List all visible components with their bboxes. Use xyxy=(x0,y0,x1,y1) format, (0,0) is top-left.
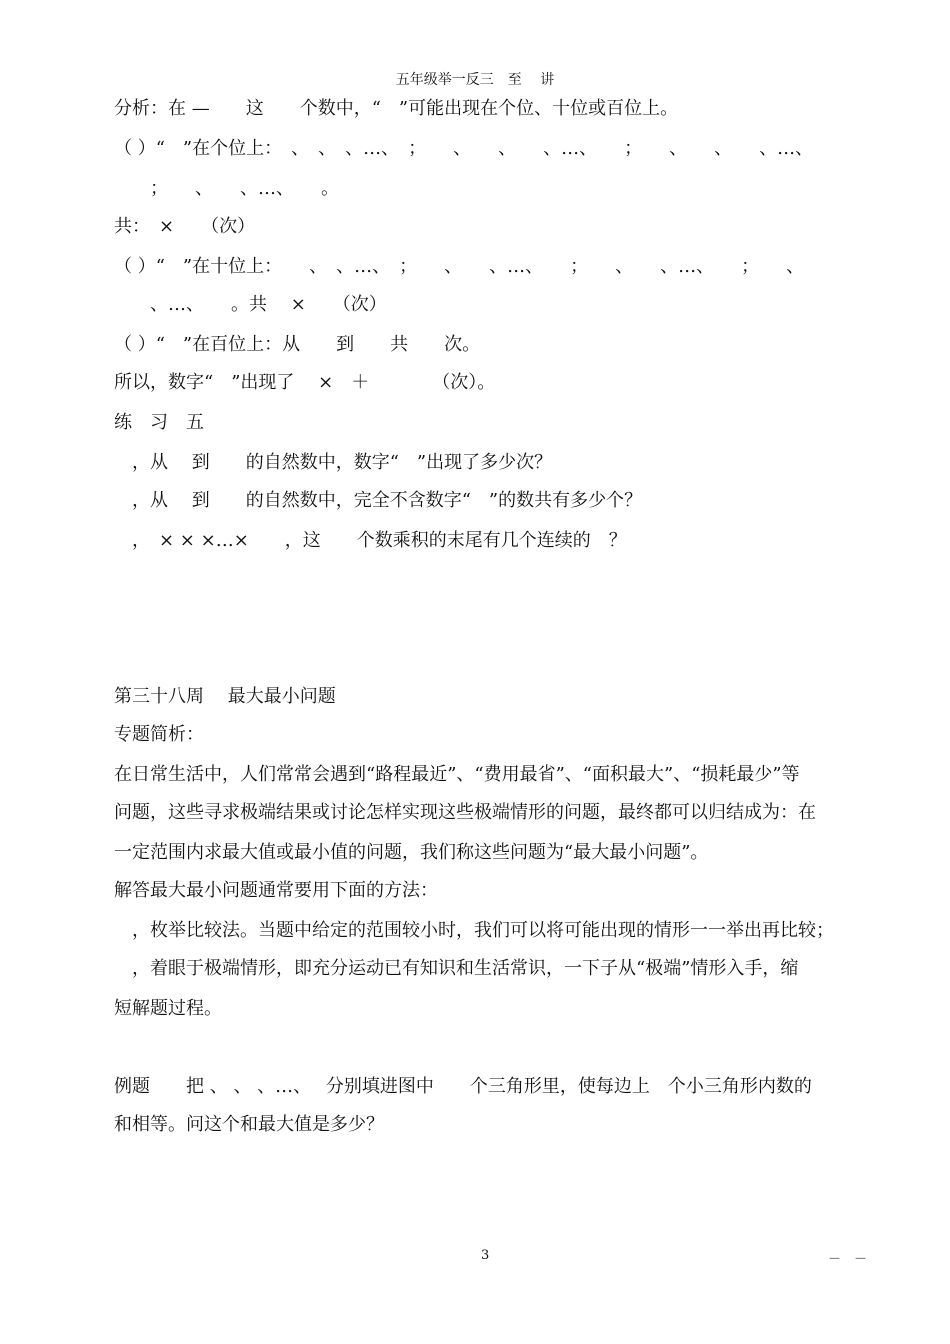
methods-heading: 解答最大最小问题通常要用下面的方法： xyxy=(114,880,438,901)
method-1: ，枚举比较法。当题中给定的范围较小时，我们可以将可能出现的情形一一举出再比较； xyxy=(114,920,834,941)
tens-place-line-cont: 、…、 。共 × （次） xyxy=(114,294,387,315)
total-line: 共： × （次） xyxy=(114,216,256,237)
conclusion-line: 所以，数字“ ”出现了 × ＋ （次）。 xyxy=(114,372,496,393)
method-2-cont: 短解题过程。 xyxy=(114,998,222,1019)
footer-mark: － － xyxy=(828,1252,868,1267)
units-place-line: （ ）“ ”在个位上： 、 、 、…、 ； 、 、 、…、 ； 、 、 、…、 xyxy=(114,138,814,159)
example-line-1: 例题 把 、 、 、…、 分别填进图中 个三角形里，使每边上 个小三角形内数的 xyxy=(114,1076,812,1097)
hundreds-place-line: （ ）“ ”在百位上：从 到 共 次。 xyxy=(114,334,481,355)
intro-paragraph-line-1: 在日常生活中，人们常常会遇到“路程最近”、“费用最省”、“面积最大”、“损耗最少”等 xyxy=(114,764,800,785)
analysis-line: 分析：在 — 这 个数中，“ ”可能出现在个位、十位或百位上。 xyxy=(114,98,679,119)
method-2: ，着眼于极端情形，即充分运动已有知识和生活常识，一下子从“极端”情形入手，缩 xyxy=(114,958,799,979)
chapter-title: 第三十八周 最大最小问题 xyxy=(114,686,336,707)
exercise-item-3: ， × × ×…× ，这 个数乘积的末尾有几个连续的 ？ xyxy=(114,530,627,551)
example-line-2: 和相等。问这个和最大值是多少？ xyxy=(114,1114,384,1135)
exercise-heading: 练 习 五 xyxy=(114,412,204,433)
intro-paragraph-line-2: 问题，这些寻求极端结果或讨论怎样实现这些极端情形的问题，最终都可以归结成为：在 xyxy=(114,802,816,823)
tens-place-line: （ ）“ ”在十位上： 、 、…、 ； 、 、…、 ； 、 、…、 ； 、 xyxy=(114,256,805,277)
units-place-line-cont: ； 、 、…、 。 xyxy=(114,178,339,199)
exercise-item-2: ，从 到 的自然数中，完全不含数字“ ”的数共有多少个？ xyxy=(114,490,643,511)
page-number: 3 xyxy=(481,1248,490,1263)
exercise-item-1: ，从 到 的自然数中，数字“ ”出现了多少次？ xyxy=(114,452,553,473)
topic-analysis-heading: 专题简析： xyxy=(114,724,204,745)
page-header: 五年级举一反三 至 讲 xyxy=(395,72,555,88)
intro-paragraph-line-3: 一定范围内求最大值或最小值的问题，我们称这些问题为“最大最小问题”。 xyxy=(114,842,709,863)
